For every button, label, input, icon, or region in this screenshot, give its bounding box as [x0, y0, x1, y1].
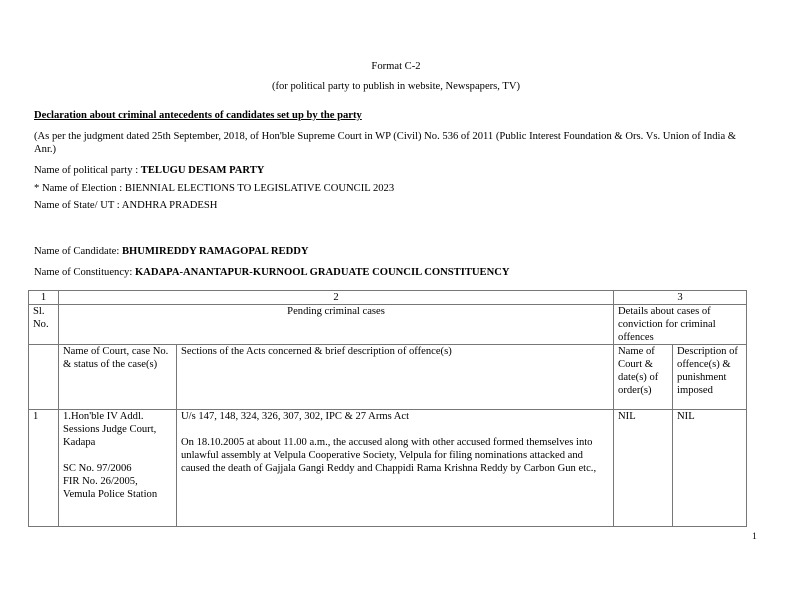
case-line: SC No. 97/2006 [63, 463, 132, 474]
case-line: Vemula Police Station [63, 489, 158, 500]
offence-description: On 18.10.2005 at about 11.00 a.m., the accused along with other accused formed themselves into unlawful assembly at Velpula Cooperative Society, Velpula for filing nominations attacked and caused the death of Gajjala Gangi Reddy and Chappidi Rama Krishna Reddy by Carbon Gun etc., [181, 437, 597, 474]
conviction-details-header: Details about cases of conviction for criminal offences [614, 305, 747, 345]
court-line: Sessions Judge Court, [63, 424, 157, 435]
state-line [34, 199, 217, 212]
criminal-cases-table [28, 290, 747, 527]
judgment-note: (As per the judgment dated 25th September, 2018, of Hon'ble Supreme Court in WP (Civil) No. 536 of 2011 (Public Interest Foundation & Ors. Vs. Union of India & Anr.) [34, 131, 737, 155]
empty-sl-cell [29, 345, 59, 410]
col-number-3: 3 [614, 291, 747, 305]
sl-no-header: Sl. No. [29, 305, 59, 345]
party-label: Name of political party : [34, 165, 139, 176]
column-number-row [29, 291, 747, 305]
table-row [29, 410, 747, 527]
header-row [29, 305, 747, 345]
case-line: FIR No. 26/2005, [63, 476, 138, 487]
col-number-2: 2 [59, 291, 614, 305]
sections-text: U/s 147, 148, 324, 326, 307, 302, IPC & 27 Arms Act [181, 411, 410, 422]
party-line [34, 164, 264, 177]
court-case-status-header: Name of Court, case No. & status of the case(s) [59, 345, 177, 410]
election-line [34, 182, 394, 195]
offence-punishment-header: Description of offence(s) & punishment imposed [673, 345, 747, 410]
court-date-order-header: Name of Court & date(s) of order(s) [614, 345, 673, 410]
row-conviction-court: NIL [614, 410, 673, 527]
court-line: Kadapa [63, 437, 96, 448]
candidate-name: BHUMIREDDY RAMAGOPAL REDDY [121, 246, 309, 257]
candidate-label: Name of Candidate: [34, 246, 120, 257]
constituency-label: Name of Constituency: [34, 267, 133, 278]
election-label: * Name of Election : [34, 183, 123, 194]
constituency-line [34, 266, 510, 279]
subheader-row [29, 345, 747, 410]
court-line: 1.Hon'ble IV Addl. [63, 411, 144, 422]
state-name: ANDHRA PRADESH [121, 200, 218, 211]
sections-description-header: Sections of the Acts concerned & brief description of offence(s) [177, 345, 614, 410]
pending-cases-header: Pending criminal cases [59, 305, 614, 345]
format-subtitle: (for political party to publish in website, Newspapers, TV) [271, 81, 521, 92]
row-court-case [59, 410, 177, 527]
row-sl-no: 1 [29, 410, 59, 527]
page-number: 1 [752, 532, 757, 542]
state-label: Name of State/ UT : [34, 200, 120, 211]
format-title: Format C-2 [371, 61, 421, 72]
row-conviction-description: NIL [673, 410, 747, 527]
declaration-heading: Declaration about criminal antecedents of candidates set up by the party [34, 110, 362, 121]
party-name: TELUGU DESAM PARTY [140, 165, 265, 176]
col-number-1: 1 [29, 291, 59, 305]
candidate-line [34, 245, 309, 258]
row-sections-description [177, 410, 614, 527]
election-name: BIENNIAL ELECTIONS TO LEGISLATIVE COUNCIL 2023 [124, 183, 395, 194]
constituency-name: KADAPA-ANANTAPUR-KURNOOL GRADUATE COUNCIL CONSTITUENCY [134, 267, 510, 278]
